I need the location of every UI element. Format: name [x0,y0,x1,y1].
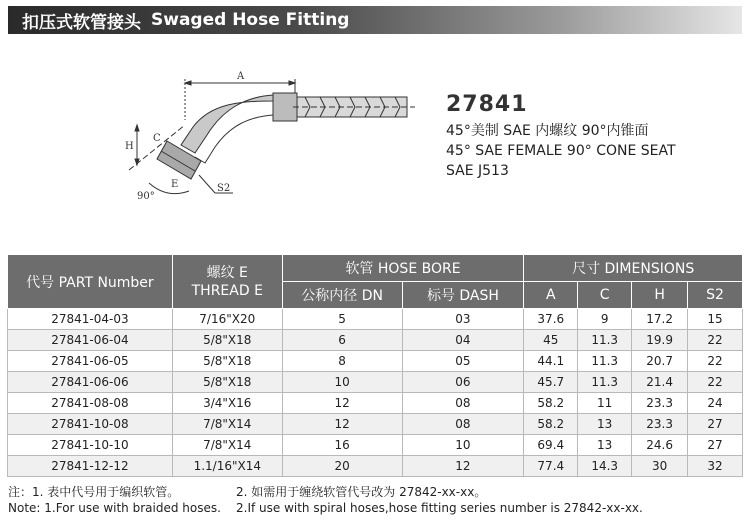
cell-c: 14.3 [578,456,632,477]
title-en: Swaged Hose Fitting [151,10,350,30]
header-a: A [524,282,578,309]
cell-dash: 10 [402,435,524,456]
header-dn: 公称内径 DN [282,282,402,309]
product-desc-en: 45° SAE FEMALE 90° CONE SEAT [446,143,676,159]
cell-thread: 3/4"X16 [172,393,282,414]
cell-dash: 03 [402,309,524,330]
cell-dash: 08 [402,393,524,414]
label-s2: S2 [217,183,231,194]
cell-s2: 32 [688,456,743,477]
cell-dash: 06 [402,372,524,393]
notes-column-1 [8,484,221,516]
cell-c: 13 [578,435,632,456]
cell-s2: 24 [688,393,743,414]
spec-table [7,254,743,477]
note2-en: 2.If use with spiral hoses,hose fitting series number is 27842-xx-xx. [236,501,643,515]
header-thread [172,255,282,309]
table-row [8,414,743,435]
cell-thread: 5/8"X18 [172,330,282,351]
cell-part: 27841-06-05 [8,351,173,372]
cell-h: 20.7 [632,351,688,372]
cell-thread: 5/8"X18 [172,372,282,393]
cell-h: 23.3 [632,414,688,435]
cell-part: 27841-10-08 [8,414,173,435]
product-standard: SAE J513 [446,163,509,179]
header-s2: S2 [688,282,743,309]
header-banner [8,6,742,34]
cell-dn: 20 [282,456,402,477]
cell-s2: 15 [688,309,743,330]
cell-a: 77.4 [524,456,578,477]
cell-a: 37.6 [524,309,578,330]
cell-a: 69.4 [524,435,578,456]
cell-dash: 08 [402,414,524,435]
header-dimensions: 尺寸 DIMENSIONS [524,255,743,282]
header-c: C [578,282,632,309]
label-a: A [237,71,245,82]
table-row [8,351,743,372]
bent-body [181,95,273,153]
label-angle: 90° [137,191,155,202]
cell-s2: 22 [688,351,743,372]
cell-dn: 12 [282,414,402,435]
cell-s2: 22 [688,330,743,351]
cell-c: 11.3 [578,372,632,393]
table-row [8,435,743,456]
cell-a: 45.7 [524,372,578,393]
cell-h: 19.9 [632,330,688,351]
table-row [8,393,743,414]
table-row [8,309,743,330]
cell-a: 58.2 [524,414,578,435]
cell-c: 11 [578,393,632,414]
label-c: C [153,133,161,144]
cell-h: 24.6 [632,435,688,456]
header-dash: 标号 DASH [402,282,524,309]
product-info [446,92,676,181]
cell-thread: 7/8"X14 [172,414,282,435]
cell-h: 21.4 [632,372,688,393]
header-hose-bore: 软管 HOSE BORE [282,255,524,282]
cell-dn: 12 [282,393,402,414]
header-thread-en: THREAD E [191,282,263,299]
cell-c: 11.3 [578,351,632,372]
header-thread-cn: 螺纹 E [206,264,248,281]
cell-a: 44.1 [524,351,578,372]
product-code: 27841 [446,92,528,117]
note2-cn: 2. 如需用于缠绕软管代号改为 27842-xx-xx。 [236,485,487,499]
cell-dash: 05 [402,351,524,372]
note1-en: Note: 1.For use with braided hoses. [8,501,221,515]
cell-c: 13 [578,414,632,435]
cell-h: 30 [632,456,688,477]
cell-h: 23.3 [632,393,688,414]
product-desc-cn: 45°美制 SAE 内螺纹 90°内锥面 [446,123,649,139]
header-part: 代号 PART Number [8,255,173,309]
cell-thread: 1.1/16"X14 [172,456,282,477]
cell-thread: 7/16"X20 [172,309,282,330]
cell-dn: 6 [282,330,402,351]
cell-part: 27841-06-06 [8,372,173,393]
cell-part: 27841-08-08 [8,393,173,414]
table-row [8,456,743,477]
notes-column-2 [236,484,643,516]
cell-a: 45 [524,330,578,351]
cell-s2: 27 [688,435,743,456]
cell-part: 27841-12-12 [8,456,173,477]
note1-cn: 注：1. 表中代号用于编织软管。 [8,485,180,499]
fitting-drawing [115,65,435,215]
cell-dn: 8 [282,351,402,372]
cell-c: 9 [578,309,632,330]
label-e: E [171,179,179,190]
cell-a: 58.2 [524,393,578,414]
cell-thread: 5/8"X18 [172,351,282,372]
cell-dn: 10 [282,372,402,393]
header-h: H [632,282,688,309]
cell-dash: 12 [402,456,524,477]
cell-s2: 22 [688,372,743,393]
cell-thread: 7/8"X14 [172,435,282,456]
cell-h: 17.2 [632,309,688,330]
cell-part: 27841-10-10 [8,435,173,456]
title-cn: 扣压式软管接头 [22,12,141,33]
cell-dash: 04 [402,330,524,351]
table-row [8,330,743,351]
cell-dn: 16 [282,435,402,456]
cell-s2: 27 [688,414,743,435]
table-row [8,372,743,393]
label-h: H [125,141,134,152]
cell-c: 11.3 [578,330,632,351]
cell-dn: 5 [282,309,402,330]
cell-part: 27841-06-04 [8,330,173,351]
cell-part: 27841-04-03 [8,309,173,330]
